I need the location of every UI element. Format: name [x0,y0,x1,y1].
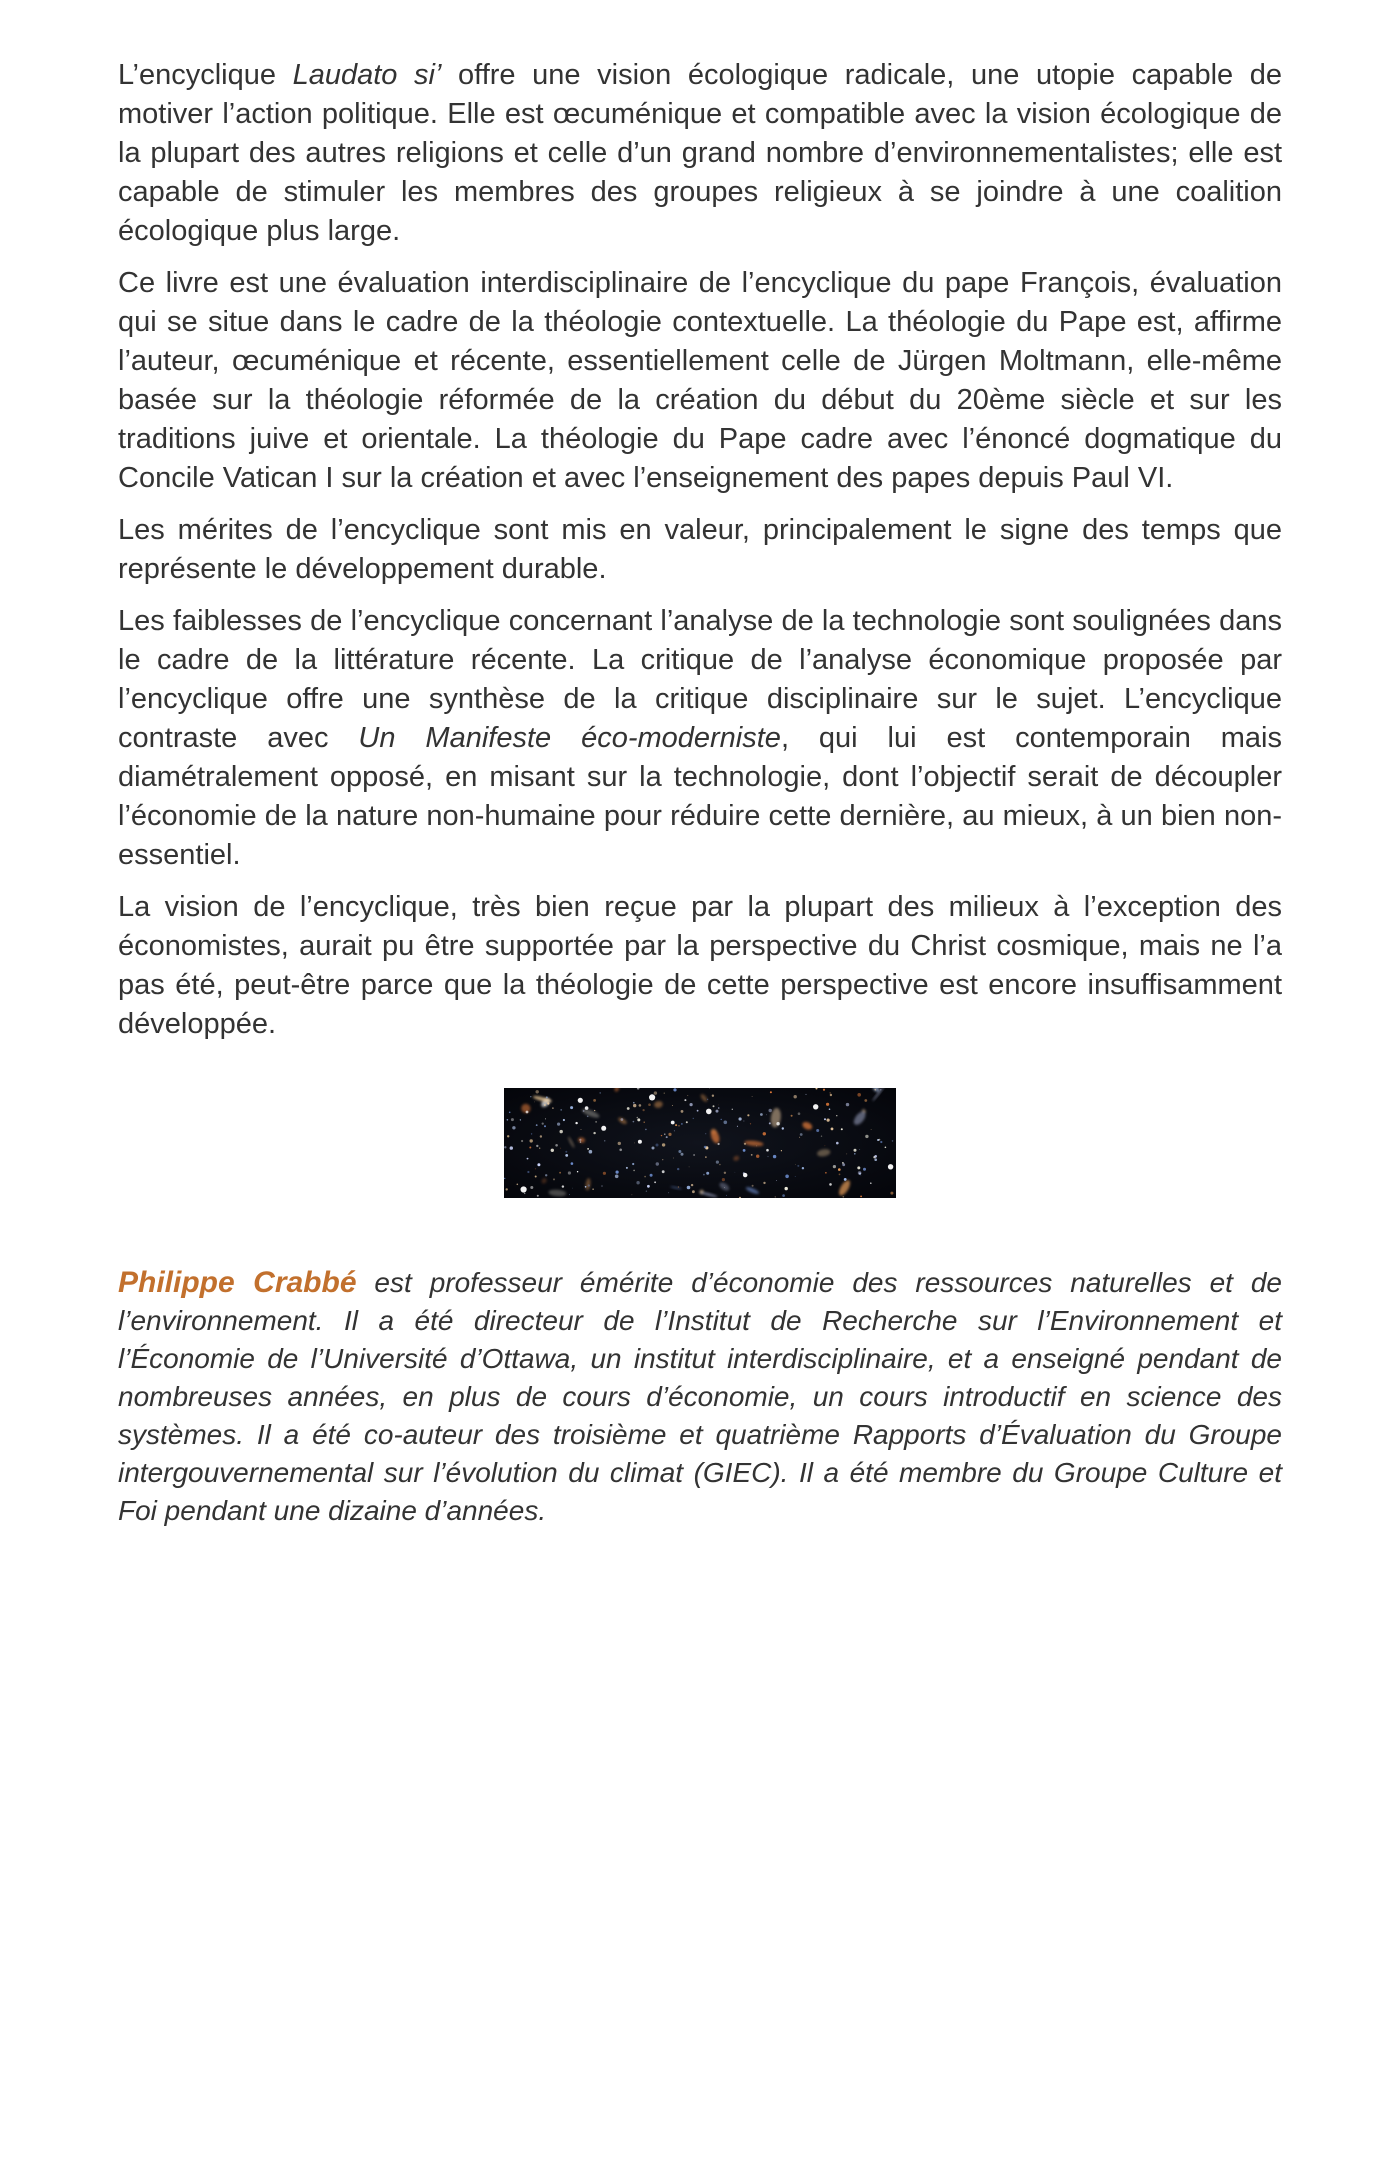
synopsis-paragraph-5 [118,888,1282,1044]
work-title-laudato-si: Laudato si’ [292,59,442,91]
synopsis-paragraph-4 [118,602,1282,875]
starfield-image [504,1088,896,1198]
author-bio [118,1264,1282,1530]
text-run: Les mérites de l’encyclique sont mis en valeur, principalement le signe des temps que représente le développement durable. [118,514,1282,585]
bio-text: est professeur émérite d’économie des ressources naturelles et de l’environnement. Il a été directeur de l’Institut de Recherche sur l’Environnement et l’Économie de l’Université d’Ottawa, un institut interdisciplinaire, et a enseigné pendant de nombreuses années, en plus de cours d’économie, un cours introductif en science des systèmes. Il a été co-auteur des troisième et quatrième Rapports d’Évaluation du Groupe intergouvernemental sur l’évolution du climat (GIEC). Il a été membre du Groupe Culture et Foi pendant une dizaine d’années. [118,1267,1282,1526]
text-run: Les faiblesses de l’encyclique concernant l’analyse de la technologie sont soulignées dans le cadre de la littérature récente. La critique de l’analyse économique proposée par l’encyclique offre une synthèse de la critique disciplinaire sur le sujet. L’encyclique contraste avec [118,605,1282,754]
work-title-ecomodernist-manifesto: Un Manifeste éco-moderniste [358,722,781,754]
synopsis-paragraph-2 [118,264,1282,498]
deep-space-photo [504,1088,896,1198]
text-run: offre une vision écologique radicale, une utopie capable de motiver l’action politique. Elle est œcuménique et compatible avec la vision écologique de la plupart des autres religions et celle d’un grand nombre d’environnementalistes; elle est capable de stimuler les membres des groupes religieux à se joindre à une coalition écologique plus large. [118,59,1283,247]
synopsis-paragraph-1 [118,56,1282,251]
synopsis-text-block [118,56,1282,1044]
text-run: La vision de l’encyclique, très bien reçue par la plupart des milieux à l’exception des économistes, aurait pu être supportée par la perspective du Christ cosmique, mais ne l’a pas été, peut-être parce que la théologie de cette perspective est encore insuffisamment développée. [118,891,1282,1040]
synopsis-paragraph-3 [118,511,1282,589]
text-run: L’encyclique [118,59,293,91]
author-name: Philippe Crabbé [118,1266,357,1299]
text-run: Ce livre est une évaluation interdisciplinaire de l’encyclique du pape François, évaluation qui se situe dans le cadre de la théologie contextuelle. La théologie du Pape est, affirme l’auteur, œcuménique et récente, essentiellement celle de Jürgen Moltmann, elle-même basée sur la théologie réformée de la création du début du 20ème siècle et sur les traditions juive et orientale. La théologie du Pape cadre avec l’énoncé dogmatique du Concile Vatican I sur la création et avec l’enseignement des papes depuis Paul VI. [118,267,1282,494]
text-run: , qui lui est contemporain mais diamétralement opposé, en misant sur la technologie, dont l’objectif serait de découpler l’économie de la nature non-humaine pour réduire cette dernière, au mieux, à un bien non-essentiel. [118,722,1282,871]
